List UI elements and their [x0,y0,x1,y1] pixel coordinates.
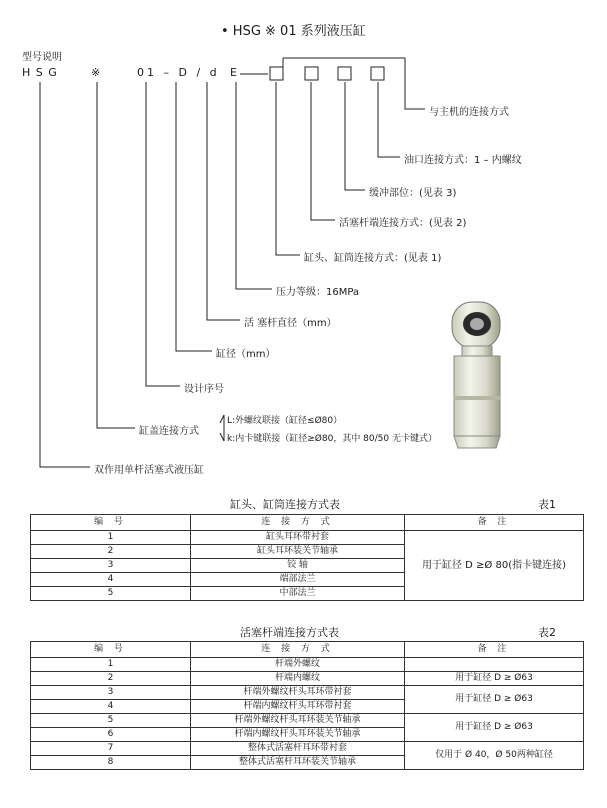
table1-cell-method: 铰 轴 [191,559,405,573]
annot-cap-conn: 缸盖连接方式 [139,426,199,437]
table1-label: 表1 [538,498,556,511]
annot-bore: 缸径（mm） [216,349,276,360]
table1-cell-method: 缸头耳环装关节轴承 [191,545,405,559]
annot-head-barrel: 缸头、缸筒连接方式：(见表 1) [304,253,442,264]
annot-cap-k: k:内卡键联接（缸径≥Ø80，其中 80/50 无卡键式） [227,434,437,444]
code-seq: 01 – D / d [137,66,220,79]
table1 [30,514,584,601]
table1-cell-no: 5 [31,587,191,601]
table2-cell-note: 用于缸径 D ≥ Ø63 [405,686,584,714]
table2-cell-no: 4 [31,700,191,714]
table-row [31,742,584,756]
table2-cell-note: 用于缸径 D ≥ Ø63 [405,672,584,686]
table1-cell-method: 缸头耳环带衬套 [191,531,405,545]
table1-cell-no: 4 [31,573,191,587]
table1-caption: 缸头、缸筒连接方式表 [230,498,340,511]
annot-connection: 与主机的连接方式 [429,107,509,118]
table2-cell-note: 仅用于 Ø 40，Ø 50两种缸径 [405,742,584,770]
code-hsg: H S G [22,66,58,79]
table1-header-note: 备 注 [405,515,584,531]
table-row [31,531,584,545]
table2-cell-no: 8 [31,756,191,770]
table2-header-row [31,642,584,658]
table2-cell-no: 3 [31,686,191,700]
table2-cell-method: 杆端外螺纹 [191,658,405,672]
table2-cell-note [405,658,584,672]
table2 [30,641,584,770]
table2-cell-no: 7 [31,742,191,756]
table-row [31,686,584,700]
table2-cell-method: 杆端外螺纹杆头耳环带衬套 [191,686,405,700]
table1-cell-no: 2 [31,545,191,559]
table2-header-note: 备 注 [405,642,584,658]
table2-caption: 活塞杆端连接方式表 [240,626,339,639]
annot-cap-l: L:外螺纹联接（缸径≤Ø80） [227,416,343,426]
page-title: • HSG ※ 01 系列液压缸 [221,24,366,39]
table1-note: 用于缸径 D ≥Ø 80(指卡键连接) [405,531,584,601]
table2-cell-no: 6 [31,728,191,742]
annot-design-seq: 设计序号 [184,384,224,395]
table2-cell-no: 2 [31,672,191,686]
table1-cell-method: 中部法兰 [191,587,405,601]
table1-cell-method: 端部法兰 [191,573,405,587]
table1-header-no: 编 号 [31,515,191,531]
annot-rod-end: 活塞杆端连接方式：(见表 2) [339,218,467,229]
table2-cell-no: 5 [31,714,191,728]
table2-cell-method: 整体式活塞杆耳环带衬套 [191,742,405,756]
table2-label: 表2 [538,626,556,639]
table1-header-method: 连 接 方 式 [191,515,405,531]
table2-cell-note: 用于缸径 D ≥ Ø63 [405,714,584,742]
table1-cell-no: 1 [31,531,191,545]
annot-rod-dia: 活 塞杆直径（mm） [244,318,337,329]
table2-cell-method: 杆端内螺纹杆头耳环带衬套 [191,700,405,714]
table2-cell-method: 整体式活塞杆耳环装关节轴承 [191,756,405,770]
table2-cell-method: 杆端外螺纹杆头耳环装关节轴承 [191,714,405,728]
table2-cell-method: 杆端内螺纹杆头耳环装关节轴承 [191,728,405,742]
annot-cylinder-type: 双作用单杆活塞式液压缸 [94,465,204,476]
table2-header-method: 连 接 方 式 [191,642,405,658]
table2-header-no: 编 号 [31,642,191,658]
code-star: ※ [91,66,102,79]
code-e: E [230,66,238,79]
annot-buffer: 缓冲部位：(见表 3) [369,188,457,199]
cylinder-illustration [440,296,520,456]
annot-pressure: 压力等级：16MPa [276,287,360,298]
annot-oil-port: 油口连接方式：1 – 内螺纹 [404,155,522,166]
table2-cell-no: 1 [31,658,191,672]
table2-cell-method: 杆端内螺纹 [191,672,405,686]
table1-header-row [31,515,584,531]
table1-cell-no: 3 [31,559,191,573]
table-row [31,672,584,686]
table-row [31,658,584,672]
model-label: 型号说明 [22,52,62,63]
table-row [31,714,584,728]
